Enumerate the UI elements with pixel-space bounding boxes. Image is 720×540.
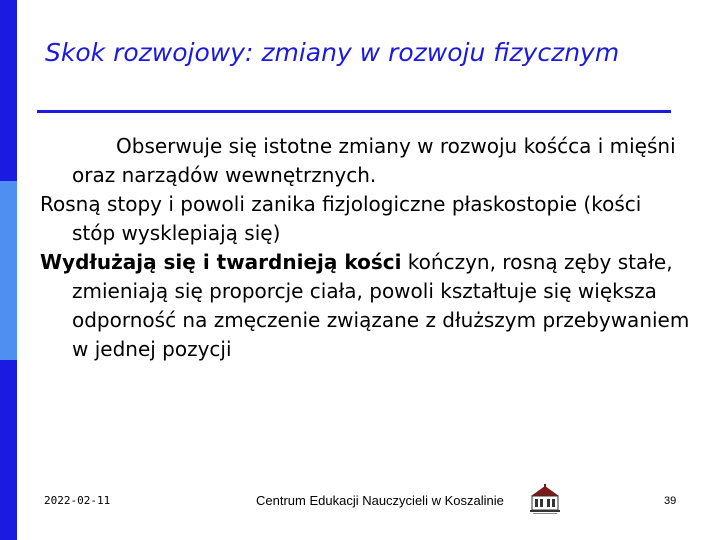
paragraph-text: kończyn, rosną zęby stałe, zmieniają się proporcje ciała, powoli kształtuje się większa odporność na zmęczenie związane z dłuższym przebywaniem w jednej pozycji	[72, 250, 690, 361]
side-bar-top	[0, 0, 17, 181]
paragraph-feet: Rosną stopy i powoli zanika fizjologiczne płaskostopie (kości stóp wysklepiają się)	[40, 192, 642, 245]
side-bar-middle	[0, 181, 17, 360]
paragraph-text: Obserwuje się istotne zmiany w rozwoju kośćca i mięśni oraz narządów wewnętrznych.	[72, 134, 676, 187]
slide-body	[40, 132, 690, 364]
paragraph-bones	[40, 248, 690, 364]
footer-date: 2022-02-11	[44, 494, 111, 507]
side-bar-bottom	[0, 360, 17, 540]
institution-building-logo-icon	[527, 484, 563, 516]
footer-institution: Centrum Edukacji Nauczycieli w Koszalinie	[256, 493, 504, 508]
title-underline	[37, 110, 671, 113]
paragraph-skeleton-changes	[40, 132, 690, 190]
paragraph-bold-lead: Wydłużają się i twardnieją kości	[40, 250, 402, 274]
page-number: 39	[664, 495, 677, 507]
slide-title: Skok rozwojowy: zmiany w rozwoju fizycznym	[45, 38, 620, 67]
